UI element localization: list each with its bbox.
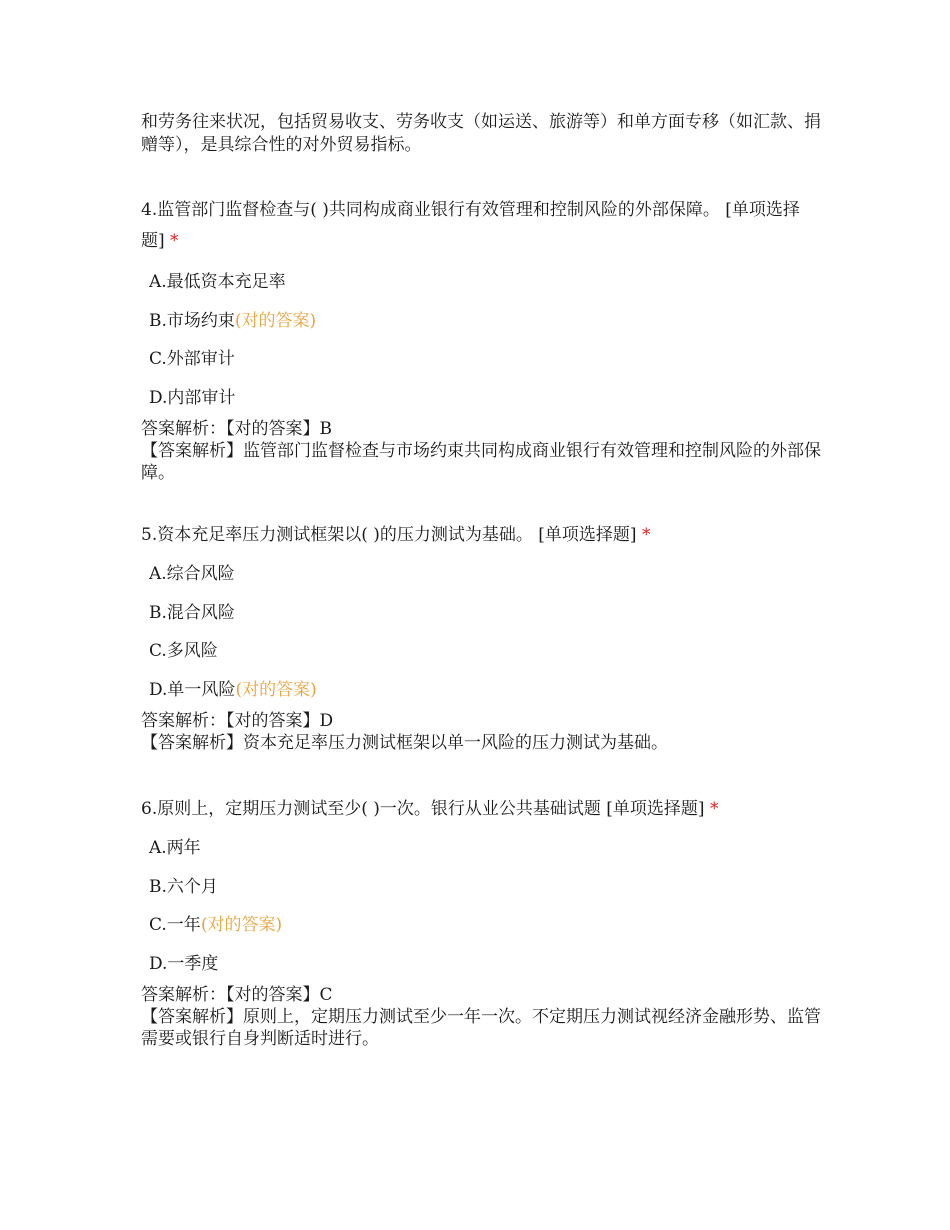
correct-answer-tag: (对的答案) <box>200 915 283 936</box>
option-d: D.内部审计 <box>149 388 236 409</box>
question-stem: 5.资本充足率压力测试框架以( )的压力测试为基础。 [单项选择题] * <box>141 525 651 545</box>
option-list <box>141 555 821 710</box>
option-b: B.六个月 <box>149 876 218 897</box>
answer-line: 答案解析：【对的答案】C <box>141 984 333 1005</box>
question-block <box>141 794 821 1050</box>
option-c: C.外部审计 <box>149 349 235 370</box>
option-d: D.单一风险(对的答案) <box>149 680 317 701</box>
required-mark: * <box>641 525 651 545</box>
option-c: C.一年(对的答案) <box>149 915 283 936</box>
answer-line: 答案解析：【对的答案】B <box>141 418 332 439</box>
required-mark: * <box>170 231 179 251</box>
required-mark: * <box>709 799 719 819</box>
answer-explanation: 【答案解析】资本充足率压力测试框架以单一风险的压力测试为基础。 <box>141 732 668 753</box>
option-a: A.两年 <box>149 838 201 858</box>
answer-explanation: 【答案解析】监管部门监督检查与市场约束共同构成商业银行有效管理和控制风险的外部保障。 <box>141 440 821 483</box>
question-stem: 4.监管部门监督检查与( )共同构成商业银行有效管理和控制风险的外部保障。 [单项选择题] * <box>141 200 800 251</box>
option-list <box>141 829 821 984</box>
option-c: C.多风险 <box>149 641 218 662</box>
answer-explanation: 【答案解析】原则上，定期压力测试至少一年一次。不定期压力测试视经济金融形势、监管需要或银行自身判断适时进行。 <box>141 1006 821 1049</box>
option-b: B.混合风险 <box>149 602 235 623</box>
option-a: A.综合风险 <box>149 564 235 584</box>
question-block <box>141 195 821 484</box>
correct-answer-tag: (对的答案) <box>234 310 317 331</box>
correct-answer-tag: (对的答案) <box>235 680 317 701</box>
question-stem: 6.原则上，定期压力测试至少( )一次。银行从业公共基础试题 [单项选择题] * <box>141 799 719 819</box>
option-d: D.一季度 <box>149 954 219 975</box>
option-list <box>141 263 821 418</box>
question-block <box>141 520 821 754</box>
intro-paragraph: 和劳务往来状况，包括贸易收支、劳务收支（如运送、旅游等）和单方面专移（如汇款、捐赠等），是具综合性的对外贸易指标。 <box>141 112 821 155</box>
option-b: B.市场约束(对的答案) <box>149 310 317 331</box>
option-a: A.最低资本充足率 <box>149 272 286 292</box>
answer-line: 答案解析：【对的答案】D <box>141 710 334 731</box>
